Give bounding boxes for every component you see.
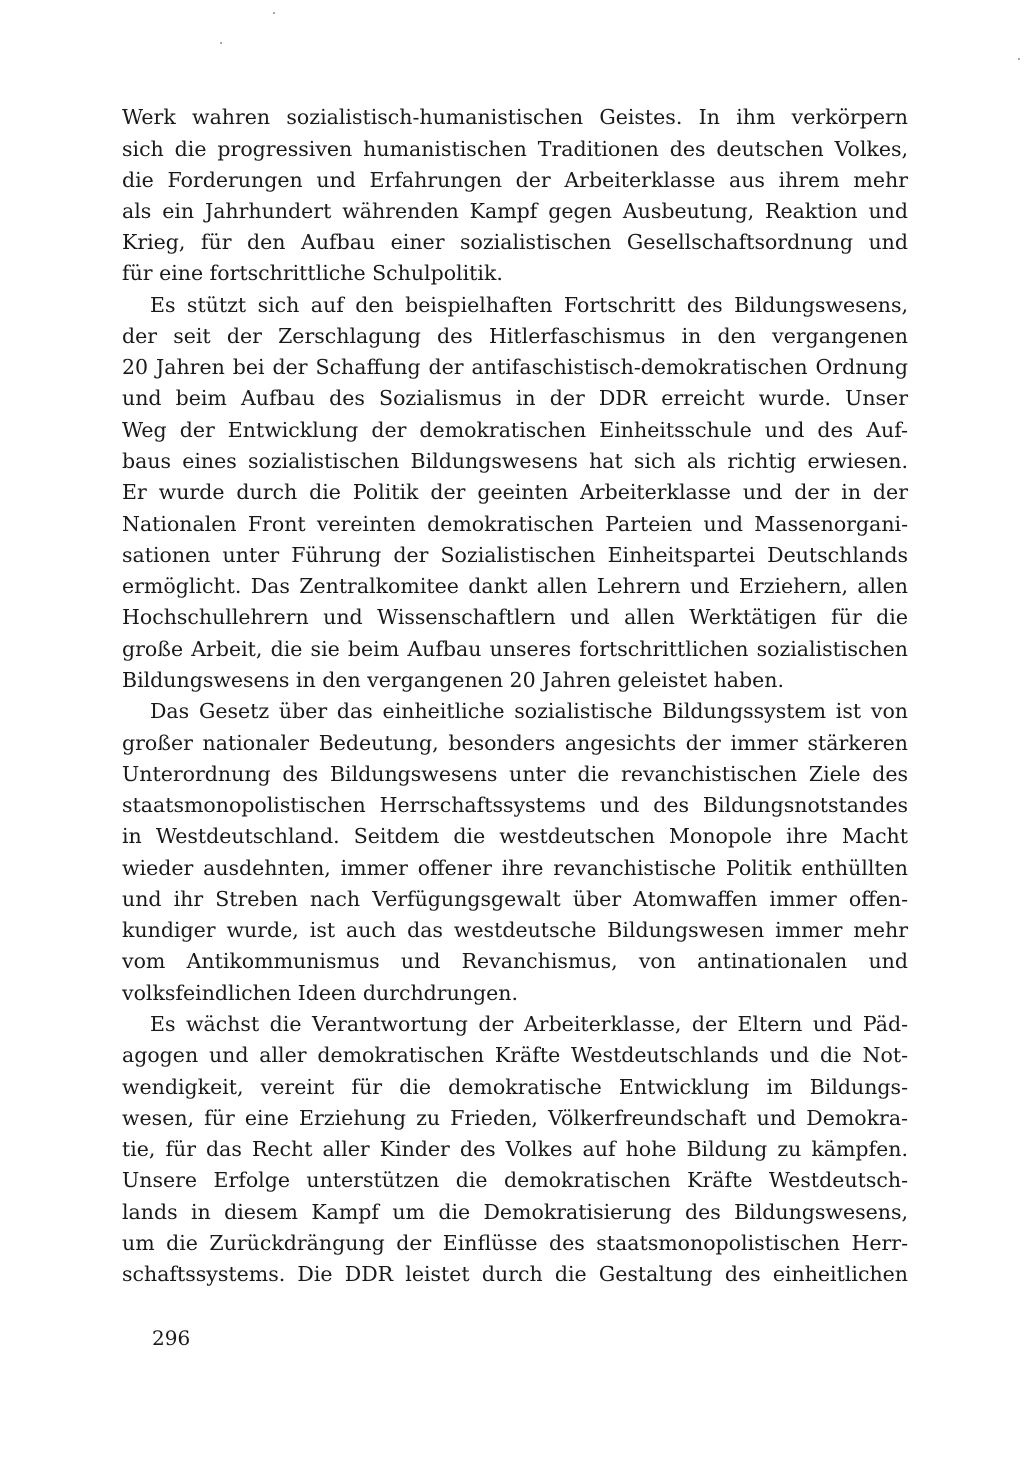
text-line: sationen unter Führung der Sozialistischen Einheitspartei Deutschlands bbox=[122, 543, 908, 567]
text-line: agogen und aller demokratischen Kräfte Westdeutschlands und die Not- bbox=[122, 1043, 908, 1067]
text-line: und ihr Streben nach Verfügungsgewalt über Atomwaffen immer offen- bbox=[122, 887, 908, 911]
text-line: Unsere Erfolge unterstützen die demokratischen Kräfte Westdeutsch- bbox=[122, 1168, 908, 1192]
text-line: staatsmonopolistischen Herrschaftssystems und des Bildungsnotstandes bbox=[122, 793, 908, 817]
text-line: Es wächst die Verantwortung der Arbeiterklasse, der Eltern und Päd- bbox=[150, 1012, 908, 1036]
text-line: volksfeindlichen Ideen durchdrungen. bbox=[122, 981, 518, 1005]
text-line: um die Zurückdrängung der Einflüsse des staatsmonopolistischen Herr- bbox=[122, 1231, 908, 1255]
text-line: lands in diesem Kampf um die Demokratisierung des Bildungswesens, bbox=[122, 1200, 908, 1224]
text-line: Nationalen Front vereinten demokratischen Parteien und Massenorgani- bbox=[122, 512, 908, 536]
text-line: große Arbeit, die sie beim Aufbau unseres fortschrittlichen sozialistischen bbox=[122, 637, 908, 661]
text-line: wieder ausdehnten, immer offener ihre revanchistische Politik enthüllten bbox=[122, 856, 908, 880]
print-speck bbox=[220, 42, 222, 44]
text-line: der seit der Zerschlagung des Hitlerfaschismus in den vergangenen bbox=[122, 324, 908, 348]
print-speck bbox=[273, 12, 275, 14]
text-line: die Forderungen und Erfahrungen der Arbeiterklasse aus ihrem mehr bbox=[122, 168, 908, 192]
text-line: großer nationaler Bedeutung, besonders angesichts der immer stärkeren bbox=[122, 731, 908, 755]
text-line: als ein Jahrhundert währenden Kampf gegen Ausbeutung, Reaktion und bbox=[122, 199, 908, 223]
text-line: in Westdeutschland. Seitdem die westdeutschen Monopole ihre Macht bbox=[122, 824, 908, 848]
text-line: schaftssystems. Die DDR leistet durch die Gestaltung des einheitlichen bbox=[122, 1262, 908, 1286]
text-line: Werk wahren sozialistisch-humanistischen Geistes. In ihm verkörpern bbox=[122, 105, 908, 129]
text-line: sich die progressiven humanistischen Traditionen des deutschen Volkes, bbox=[122, 137, 908, 161]
text-line: vom Antikommunismus und Revanchismus, von antinationalen und bbox=[122, 949, 908, 973]
text-line: Hochschullehrern und Wissenschaftlern und allen Werktätigen für die bbox=[122, 605, 908, 629]
print-speck bbox=[1018, 58, 1020, 60]
text-line: baus eines sozialistischen Bildungswesens hat sich als richtig erwiesen. bbox=[122, 449, 908, 473]
text-line: Weg der Entwicklung der demokratischen Einheitsschule und des Auf- bbox=[122, 418, 908, 442]
text-line: Das Gesetz über das einheitliche sozialistische Bildungssystem ist von bbox=[150, 699, 908, 723]
text-line: kundiger wurde, ist auch das westdeutsche Bildungswesen immer mehr bbox=[122, 918, 908, 942]
text-line: wesen, für eine Erziehung zu Frieden, Völkerfreundschaft und Demokra- bbox=[122, 1106, 908, 1130]
page-number: 296 bbox=[152, 1326, 191, 1350]
text-line: Unterordnung des Bildungswesens unter die revanchistischen Ziele des bbox=[122, 762, 908, 786]
text-line: für eine fortschrittliche Schulpolitik. bbox=[122, 261, 503, 285]
text-line: ermöglicht. Das Zentralkomitee dankt allen Lehrern und Erziehern, allen bbox=[122, 574, 908, 598]
text-line: Es stützt sich auf den beispielhaften Fortschritt des Bildungswesens, bbox=[150, 293, 908, 317]
text-line: 20 Jahren bei der Schaffung der antifaschistisch-demokratischen Ordnung bbox=[122, 355, 908, 379]
text-line: wendigkeit, vereint für die demokratische Entwicklung im Bildungs- bbox=[122, 1075, 908, 1099]
text-line: tie, für das Recht aller Kinder des Volkes auf hohe Bildung zu kämpfen. bbox=[122, 1137, 908, 1161]
text-line: Bildungswesens in den vergangenen 20 Jahren geleistet haben. bbox=[122, 668, 784, 692]
text-line: und beim Aufbau des Sozialismus in der DDR erreicht wurde. Unser bbox=[122, 386, 908, 410]
text-line: Er wurde durch die Politik der geeinten Arbeiterklasse und der in der bbox=[122, 480, 908, 504]
text-line: Krieg, für den Aufbau einer sozialistischen Gesellschaftsordnung und bbox=[122, 230, 908, 254]
